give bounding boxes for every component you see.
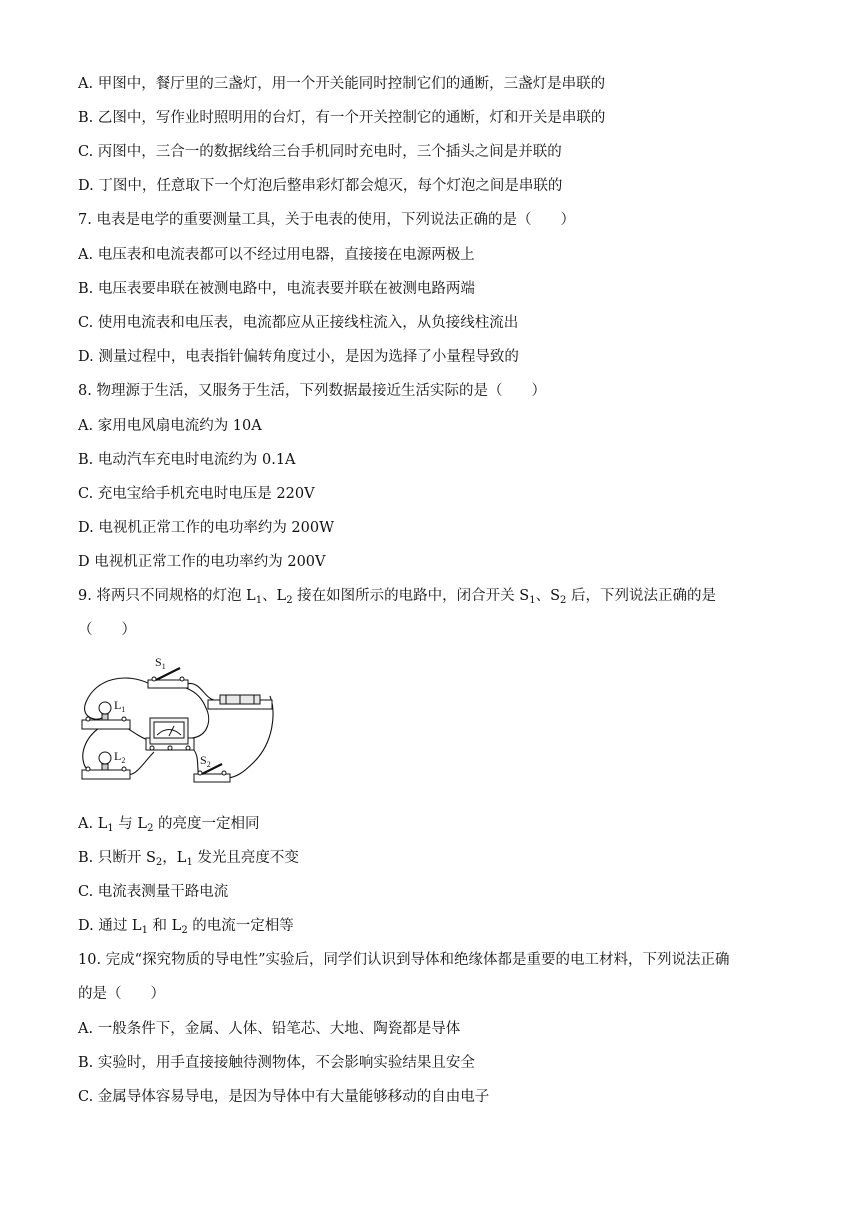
q9-option-d-sub: 2 [181, 925, 188, 936]
q9-option-b-sub: 1 [186, 857, 193, 868]
q9-stem-sub: 1 [255, 595, 263, 606]
q7-option-b: B. 电压表要串联在被测电路中，电流表要并联在被测电路两端 [78, 281, 475, 297]
q9-option-d-part: 的电流一定相等 [187, 918, 294, 934]
q9-option-d-sub: 1 [141, 925, 148, 936]
q8-option-d-duplicate: D 电视机正常工作的电功率约为 200V [78, 554, 326, 570]
switch-s1 [148, 668, 188, 688]
q9-answer-paren: （ ） [78, 622, 136, 638]
q8-option-b: B. 电动汽车充电时电流约为 0.1A [78, 452, 296, 468]
q9-option-a [78, 814, 260, 834]
q8-option-a: A. 家用电风扇电流约为 10A [78, 418, 262, 434]
label-l2: $L_2$ [114, 749, 126, 765]
q7-option-d: D. 测量过程中，电表指针偏转角度过小，是因为选择了小量程导致的 [78, 349, 519, 365]
q9-stem-part: 9. 将两只不同规格的灯泡 L [78, 588, 256, 604]
q9-option-a-part: 与 L [113, 816, 148, 832]
q7-option-a: A. 电压表和电流表都可以不经过用电器，直接接在电源两极上 [78, 247, 475, 263]
q9-option-b-part: B. 只断开 S [78, 850, 156, 866]
q9-option-a-sub: 1 [107, 823, 114, 834]
q8-option-c: C. 充电宝给手机充电时电压是 220V [78, 486, 315, 502]
q9-stem-part: 接在如图所示的电路中，闭合开关 S [292, 588, 530, 604]
q9-stem-sub: 2 [560, 595, 567, 606]
q9-stem-sub: 2 [286, 595, 293, 606]
q8-stem: 8. 物理源于生活，又服务于生活，下列数据最接近生活实际的是（ ） [78, 383, 546, 399]
wire [186, 688, 209, 738]
q7-option-c: C. 使用电流表和电压表，电流都应从正接线柱流入，从负接线柱流出 [78, 315, 519, 331]
q9-stem-part: 、S [535, 588, 561, 604]
q9-stem-part: 、L [262, 588, 287, 604]
q6-option-a: A. 甲图中，餐厅里的三盏灯，用一个开关能同时控制它们的通断，三盏灯是串联的 [78, 76, 606, 92]
wire [83, 726, 102, 775]
q9-option-d [78, 916, 294, 936]
q9-option-d-part: D. 通过 L [78, 918, 142, 934]
q7-stem: 7. 电表是电学的重要测量工具，关于电表的使用，下列说法正确的是（ ） [78, 212, 575, 228]
label-s1: $S_1$ [155, 655, 166, 671]
q6-option-b: B. 乙图中，写作业时照明用的台灯，有一个开关控制它的通断，灯和开关是串联的 [78, 110, 606, 126]
q8-option-d: D. 电视机正常工作的电功率约为 200W [78, 520, 335, 536]
circuit-diagram [76, 652, 276, 788]
q9-stem-part: 后，下列说法正确的是 [566, 588, 717, 604]
q10-option-b: B. 实验时，用手直接接触待测物体，不会影响实验结果且安全 [78, 1055, 475, 1071]
q9-stem [78, 586, 716, 606]
label-l1: $L_1$ [114, 698, 126, 714]
q10-option-a: A. 一般条件下，金属、人体、铅笔芯、大地、陶瓷都是导体 [78, 1021, 461, 1037]
ammeter [146, 718, 194, 750]
label-s2: $S_2$ [200, 753, 211, 769]
q9-stem-sub: 1 [529, 595, 536, 606]
battery [208, 695, 272, 709]
q6-option-c: C. 丙图中，三合一的数据线给三台手机同时充电时，三个插头之间是并联的 [78, 144, 562, 160]
q9-option-b-part: ，L [162, 850, 187, 866]
q9-option-b-sub: 2 [155, 857, 163, 868]
q9-option-b-part: 发光且亮度不变 [192, 850, 299, 866]
q10-stem-line1: 10. 完成“探究物质的导电性”实验后，同学们认识到导体和绝缘体都是重要的电工材料，下列说法正确 [78, 952, 730, 968]
q10-option-c: C. 金属导体容易导电，是因为导体中有大量能够移动的自由电子 [78, 1089, 490, 1105]
q9-option-c: C. 电流表测量干路电流 [78, 884, 229, 900]
q9-option-d-part: 和 L [147, 918, 182, 934]
q10-stem-line2: 的是（ ） [78, 986, 165, 1002]
q6-option-d: D. 丁图中，任意取下一个灯泡后整串彩灯都会熄灭，每个灯泡之间是串联的 [78, 178, 563, 194]
q9-option-a-part: 的亮度一定相同 [153, 816, 260, 832]
q9-option-a-sub: 2 [147, 823, 154, 834]
q9-option-a-part: A. L [78, 816, 108, 832]
q9-option-b [78, 848, 299, 868]
